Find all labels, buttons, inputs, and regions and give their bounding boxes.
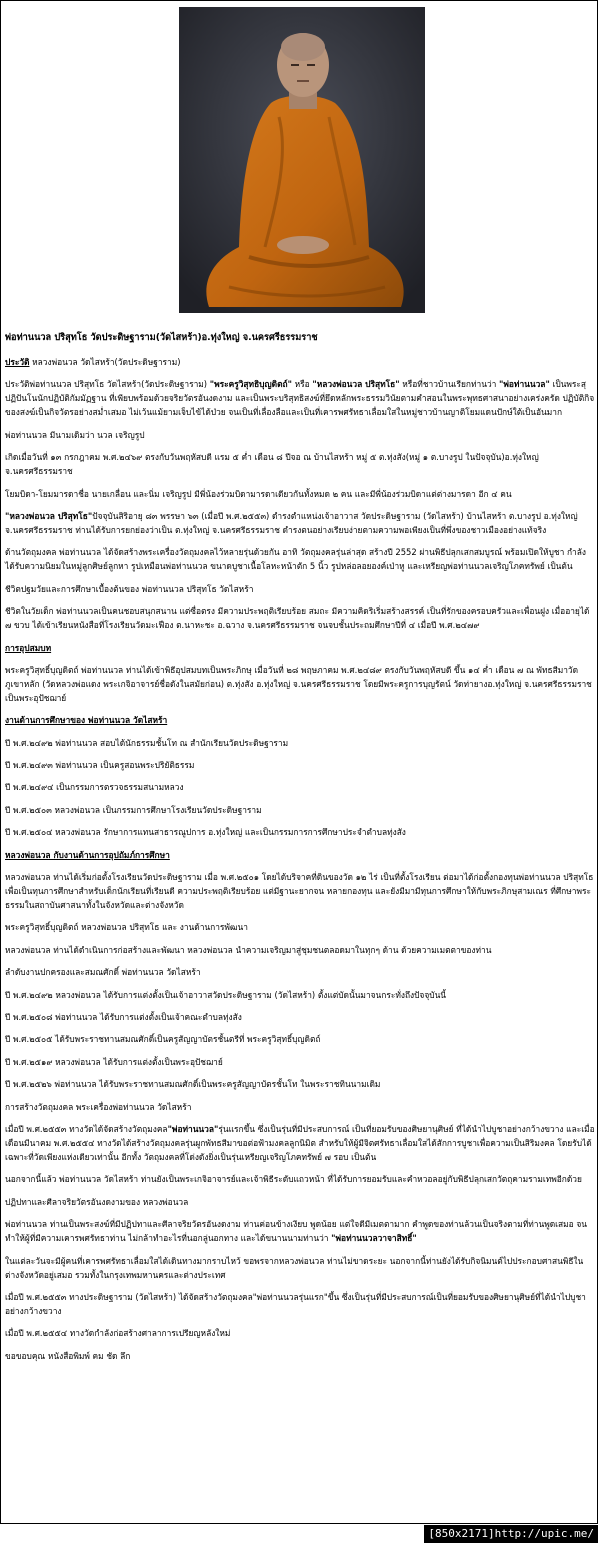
rank-item: ปี พ.ศ.๒๕๐๘ พ่อท่านนวล ได้รับการแต่งตั้งเป็นเจ้าคณะตำบลทุ่งสัง <box>5 1011 242 1022</box>
article-content <box>5 331 595 1371</box>
history-heading-rest: หลวงพ่อนวล วัดไสหร้า(วัดประดิษฐาราม) <box>29 357 181 367</box>
bold-text: "พ่อท่านนวลวาจาสิทธิ์" <box>331 1233 417 1244</box>
rank-item: ปี พ.ศ.๒๕๐๕ ได้รับพระราชทานสมณศักดิ์เป็นครูสัญญาบัตรชั้นตรีที่ พระครูวิสุทธิ์บุญดิตถ์ <box>5 1034 321 1045</box>
ordination-heading: การอุปสมบท <box>5 642 52 653</box>
text-span: พ่อท่านนวล ท่านเป็นพระสงฆ์ที่มีปฏิปทาและศีลาจริยวัตรอันงดงาม ท่านค่อนข้างเงียบ พูดน้อย แต่ใจดีมีเมตตามาก คำพูดของท่านล้วนเป็นจริงตามที่ท่านพูดเสมอ จนทำให้ผู้ที่มีความเคารพศรัทธาท่าน ไม่กล้าทำอะไรที่นอกลู่นอกทาง และได้ขนานนามท่านว่า <box>5 1219 588 1244</box>
bold-text: "หลวงพ่อนวล ปริสุทโธ" <box>5 510 93 521</box>
education-item: ปี พ.ศ.๒๕๐๔ หลวงพ่อนวล รักษาการแทนสาธารณูปการ อ.ทุ่งใหญ่ และเป็นกรรมการการศึกษาประจำตำบลทุ่งสัง <box>5 827 406 838</box>
image-host-footer[interactable]: [850x2171]http://upic.me/ <box>424 1525 598 1543</box>
education-item: ปี พ.ศ.๒๔๙๓ พ่อท่านนวล เป็นครูสอนพระปริยัติธรรม <box>5 760 195 771</box>
amulets-paragraph-1: การสร้างวัตถุมงคล พระเครื่องพ่อท่านนวล วัดไสหร้า <box>5 1101 192 1112</box>
education-item: ปี พ.ศ.๒๕๐๓ หลวงพ่อนวล เป็นกรรมการศึกษาโรงเรียนวัดประดิษฐาราม <box>5 804 262 815</box>
education-heading: งานด้านการศึกษาของ พ่อท่านนวล วัดไสหร้า <box>5 715 168 726</box>
amulets-paragraph-2 <box>5 1122 595 1164</box>
rank-item: ปี พ.ศ.๒๕๒๖ พ่อท่านนวล ได้รับพระราชทานสมณศักดิ์เป็นพระครูสัญญาบัตรชั้นโท ในพระราชทินนามเดิม <box>5 1079 381 1090</box>
credit-line: ขอขอบคุณ หนังสือพิมพ์ คม ชัด ลึก <box>5 1350 131 1361</box>
history-paragraph-1 <box>5 377 595 419</box>
text-span: ปัจจุบันสิริอายุ ๘๓ พรรษา ๖๓ (เมื่อปี พ.ศ.๒๕๕๓) ดำรงตำแหน่งเจ้าอาวาส วัดประดิษฐาราม (วัดไสหร้า) บ้านไสหร้า ต.บางรูป อ.ทุ่งใหญ่ จ.นครศรีธรรมราช ท่านได้รับการยกย่องว่าเป็น ต.ทุ่งใหญ่ จ.นครศรีธรรมราช ดำรงตนอย่างเรียบง่ายตามความพอเพียงเป็นที่พึ่งของชาวเมืองอย่างแท้จริง <box>5 510 578 535</box>
bold-text: "หลวงพ่อนวล ปริสุทโธ" <box>312 379 400 390</box>
history-heading-line <box>5 355 595 369</box>
history-paragraph-6: ด้านวัตถุมงคล พ่อท่านนวล ได้จัดสร้างพระเครื่องวัตถุมงคลไว้หลายรุ่นด้วยกัน อาทิ วัตถุมงคลรุ่นล่าสุด สร้างปี 2552 ผ่านพิธีปลุกเสกสมบูรณ์ พร้อมเปิดให้บูชา กำลังได้รับความนิยมในหมู่ลูกศิษย์ลูกหา รูปเหมือนพ่อท่านนวล ขนาดบูชาเนื้อโลหะหน้าตัก 5 นิ้ว รูปหล่อลอยองค์เป่าหู และเหรียญพ่อท่านนวลเจริญโภคทรัพย์ เป็นต้น <box>5 547 586 572</box>
ordination-paragraph: พระครูวิสุทธิ์บุญดิตถ์ พ่อท่านนวล ท่านได้เข้าพิธีอุปสมบทเป็นพระภิกษุ เมื่อวันที่ ๒๘ พฤษภาคม พ.ศ.๒๔๘๙ ตรงกับวันพฤหัสบดี ขึ้น ๑๔ ค่ำ เดือน ๗ ณ พัทธสีมาวัดภูเขาหลัก (วัดหลวงพ่อแดง พระเกจิอาจารย์ชื่อดังในสมัยก่อน) ต.ทุ่งสัง อ.ทุ่งใหญ่ จ.นครศรีธรรมราช โดยมีพระครูการบุญรัตน์ วัดท่ายางอ.ทุ่งใหญ่ จ.นครศรีธรรมราช เป็นพระอุปัชฌาย์ <box>5 664 592 703</box>
text-span: ประวัติพ่อท่านนวล ปริสุทโธ วัดไสหร้า(วัดประดิษฐาราม) <box>5 379 210 390</box>
virtue-paragraph-4: เมื่อปี พ.ศ.๒๕๕๓ ทางประดิษฐาราม (วัดไสหร้า) ได้จัดสร้างวัตถุมงคล"พ่อท่านนวลรุ่นแรก"ขึ้น ซึ่งเป็นรุ่นที่มีประสบการณ์เป็นที่ยอมรับของศิษยานุศิษย์ที่ได้นำไปบูชาอย่างกว้างขวาง <box>5 1291 586 1316</box>
rank-item: ปี พ.ศ.๒๕๑๙ หลวงพ่อนวล ได้รับการแต่งตั้งเป็นพระอุปัชฌาย์ <box>5 1056 223 1067</box>
support-heading: หลวงพ่อนวล กับงานด้านการอุปถัมภ์การศึกษา <box>5 849 170 860</box>
text-span: เมื่อปี พ.ศ.๒๕๕๓ ทางวัดได้จัดสร้างวัตถุมงคล <box>5 1123 168 1134</box>
monk-photo <box>179 7 425 313</box>
text-span: เป็นพระสุปฏิปันโนนักปฏิบัติกัมมัฏฐาน ที่เพียบพร้อมด้วยจริยวัตรอันงดงาม และเป็นพระบริสุทธิสงฆ์ที่ยึดหลักพระธรรมวินัยตามคำสอนในพระพุทธศาสนาอย่างเคร่งครัด ปฏิบัติกิจของสงฆ์เป็นกิจวัตรอย่างสม่ำเสมอ ไม่เว้นแม้ยามเจ็บไข้ได้ป่วย จนเป็นที่เลื่องลือและเป็นที่เคารพศรัทธาเลื่อมใสในหมู่ชาวบ้านญาติโยมแดนปักษ์ใต้เป็นอันมาก <box>5 379 595 418</box>
history-paragraph-7: ชีวิตปฐมวัยและการศึกษาเบื้องต้นของ พ่อท่านนวล ปริสุทโธ วัดไสหร้า <box>5 583 254 594</box>
rank-item: ปี พ.ศ.๒๔๙๒ หลวงพ่อนวล ได้รับการแต่งตั้งเป็นเจ้าอาวาสวัดประดิษฐาราม (วัดไสหร้า) ตั้งแต่บัดนั้นมาจนกระทั่งถึงปัจจุบันนี้ <box>5 989 447 1000</box>
monk-portrait-image <box>179 7 425 313</box>
support-paragraph-2: พระครูวิสุทธิ์บุญดิตถ์ หลวงพ่อนวล ปริสุทโธ และ งานด้านการพัฒนา <box>5 922 248 933</box>
bold-text: "พ่อท่านนวล" <box>499 379 550 390</box>
history-paragraph-5 <box>5 509 595 537</box>
history-heading: ประวัติ <box>5 357 30 367</box>
history-paragraph-8: ชีวิตในวัยเด็ก พ่อท่านนวลเป็นคนชอบสนุกสนาน แต่ซื่อตรง มีความประพฤติเรียบร้อย สมถะ มีความคิดริเริ่มสร้างสรรค์ เป็นที่รักของครอบครัวและเพื่อนฝูง เมื่ออายุได้ ๗ ขวบ ได้เข้าเรียนหนังสือที่โรงเรียนวัดมะเฟือง ต.นาหะชะ อ.ฉวาง จ.นครศรีธรรมราช จนจบชั้นประถมศึกษาปีที่ ๔ เมื่อปี พ.ศ.๒๔๗๙ <box>5 606 590 631</box>
history-paragraph-2: พ่อท่านนวล มีนามเดิมว่า นวล เจริญรูป <box>5 429 145 440</box>
bold-text: "พ่อท่านนวล" <box>167 1123 219 1134</box>
history-paragraph-4: โยมบิดา-โยมมารดาชื่อ นายเกลื่อน และนิ่ม เจริญรูป มีพี่น้องร่วมบิดามารดาเดียวกันทั้งหมด ๒ คน และมีพี่น้องร่วมบิดาแต่ต่างมารดา อีก ๔ คน <box>5 488 512 499</box>
virtue-paragraph-2 <box>5 1217 595 1245</box>
text-span: หรือที่ชาวบ้านเรียกท่านว่า <box>399 379 500 390</box>
support-paragraph-3: หลวงพ่อนวล ท่านได้ดำเนินการก่อสร้างและพัฒนา หลวงพ่อนวล นำความเจริญมาสู่ชุมชนตลอดมาในทุกๆ ด้าน ด้วยความเมตตาของท่าน <box>5 944 492 955</box>
virtue-paragraph-1: ปฏิปทาและศีลาจริยวัตรอันงดงามของ หลวงพ่อนวล <box>5 1196 189 1207</box>
text-span: รุ่นแรกขึ้น ซึ่งเป็นรุ่นที่มีประสบการณ์ เป็นที่ยอมรับของศิษยานุศิษย์ ที่ได้นำไปบูชาอย่างกว้างขวาง และเมื่อเดือนมีนาคม พ.ศ.๒๕๕๔ ทางวัดได้สร้างวัตถุมงคลรุ่นผูกพัทธสีมาขอต่อฟ้ามงคลลูกนิมิต สำหรับให้ผู้มีจิตศรัทธาเลื่อมใสได้สักการบูชาเพื่อความเป็นสิริมงคล โดยรับได้เฉพาะที่วัดเพียงแห่งเดียวเท่านั้น อีกทั้ง วัตถุมงคลที่โด่งดังยิ่งเป็นรุ่นเหรียญเจริญโภคทรัพย์ ๗ รอบ เป็นต้น <box>5 1123 595 1162</box>
education-item: ปี พ.ศ.๒๔๙๔ เป็นกรรมการตรวจธรรมสนามหลวง <box>5 782 184 793</box>
virtue-paragraph-3: ในแต่ละวันจะมีผู้คนที่เคารพศรัทธาเลื่อมใสได้เดินทางมากราบไหว้ ขอพรจากหลวงพ่อนวล ท่านไม่ขาดระยะ นอกจากนี้ท่านยังได้รับกิจนิมนต์ไปประกอบศาสนพิธีในต่างจังหวัดอยู่เสมอ รวมทั้งในกรุงเทพมหานครและต่างประเทศ <box>5 1255 584 1280</box>
article-title: พ่อท่านนวล ปริสุทโธ วัดประดิษฐาราม(วัดไสหร้า)อ.ทุ่งใหญ่ จ.นครศรีธรรมราช <box>5 332 318 343</box>
history-paragraph-3: เกิดเมื่อวันที่ ๑๓ กรกฎาคม พ.ศ.๒๔๖๙ ตรงกับวันพฤหัสบดี แรม ๕ ค่ำ เดือน ๘ ปีจอ ณ บ้านไสหร้า หมู่ ๕ ต.ทุ่งสัง(หมู่ ๑ ต.บางรูป ในปัจจุบัน)อ.ทุ่งใหญ่ จ.นครศรีธรรมราช <box>5 452 539 477</box>
support-paragraph-4: ลำดับงานปกครองและสมณศักดิ์ พ่อท่านนวล วัดไสหร้า <box>5 967 201 978</box>
education-item: ปี พ.ศ.๒๔๙๒ พ่อท่านนวล สอบได้นักธรรมชั้นโท ณ สำนักเรียนวัดประดิษฐาราม <box>5 737 289 748</box>
bold-text: "พระครูวิสุทธิบุญดิตถ์" <box>209 379 292 390</box>
amulets-paragraph-3: นอกจากนี้แล้ว พ่อท่านนวล วัดไสหร้า ท่านยังเป็นพระเกจิอาจารย์และเจ้าพิธีระดับแถวหน้า ที่ได้รับการยอมรับและคำหวอลอยู่กับพิธีปลุกเสกวัตถุคามรามเทพอีกด้วย <box>5 1174 582 1185</box>
virtue-paragraph-5: เมื่อปี พ.ศ.๒๕๕๔ ทางวัดกำลังก่อสร้างศาลาการเปรียญหลังใหม่ <box>5 1328 231 1339</box>
text-span: หรือ <box>291 379 313 390</box>
support-paragraph-1: หลวงพ่อนวล ท่านได้เริ่มก่อตั้งโรงเรียนวัดประดิษฐาราม เมื่อ พ.ศ.๒๕๐๑ โดยได้บริจาคที่ดินของวัด ๑๒ ไร่ เป็นที่ตั้งโรงเรียน ต่อมาได้ก่อตั้งกองทุนพ่อท่านนวล ปริสุทโธ เพื่อเป็นทุนการศึกษาสำหรับเด็กนักเรียนที่เรียนดี ความประพฤติเรียบร้อย แต่มีฐานะยากจน หลายกองทุน และยังมีมามีทุนการศึกษาให้กับพระภิกษุสามเณร ที่ศึกษาพระธรรมในสถาบันศาสนาทั้งในจังหวัดและต่างจังหวัด <box>5 872 594 911</box>
